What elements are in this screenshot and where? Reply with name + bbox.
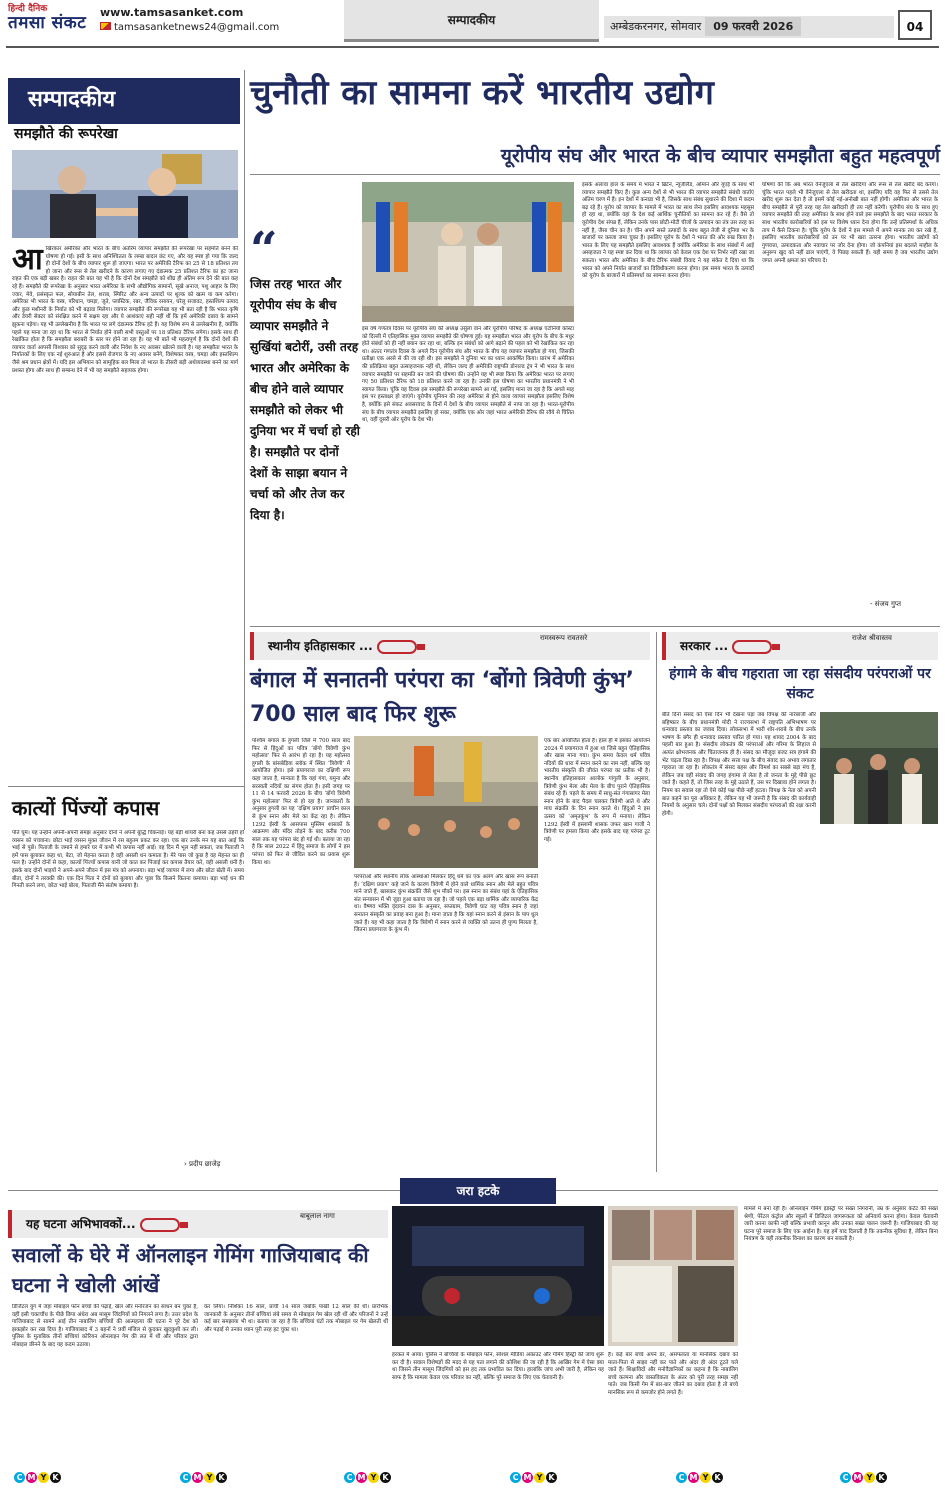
gaming-controller-image bbox=[392, 1206, 604, 1346]
govt-headline: हंगामे के बीच गहराता जा रहा संसदीय परंपराओं पर संकट bbox=[669, 666, 931, 702]
weekly-author: › प्रदीप छाजेड़ bbox=[184, 1160, 221, 1168]
cmyk-marks-4: C M Y K bbox=[510, 1472, 558, 1483]
govt-author: राजेश श्रीवास्तव bbox=[852, 634, 892, 642]
govt-label-text: सरकार ... bbox=[680, 639, 729, 653]
editorial-text: खिरकार अमेरिका और भारत के बीच अंतरिम व्यापार समझौते की रूपरेखा पर सहमति बनने की घोषणा हो गई। इसी के साथ अनिश्चितता के लम्बा बादल छंट गए, और यह स्पष्ट हो गया कि जल्द ही दोनों देशों के बीच व्यापार शुरू हो जाएगा। भारत पर अमेरिकी टैरिफ का 25 से 18 प्रतिशत तय हो जाना और रूस से तेल खरीदने के कारण लगाए गए दंडात्मक 25 प्रतिशत टैरिफ का हट जाना राहत की एक बड़ी खबर है। राहत की बात यह भी है कि दोनों देश समझौते को शीघ्र ही अंतिम रूप देने की बात कह रहे हैं। समझौते की रूपरेखा के अनुसार भारत अमेरिका के सभी औद्योगिक सामानों, सूखे अनाज, पशु आहार के लिए ज्वार, मेवे, प्रसंस्कृत फल, सोयाबीन तेल, शराब, स्पिरिट और अन्य उत्पादों पर शुल्क को खत्म या कम करेगा। अमेरिका भी भारत के वस्त्र, परिधान, चमड़ा, जूते, प्लास्टिक, रबर, जैविक रसायन, घरेलू सजावट, हस्तशिल्प उत्पाद और कुछ मशीनरी के निर्यात को भी बढ़ावा मिलेगा। व्यापार समझौते की रूपरेखा यह भी बता रही है कि भारत कृषि और डेयरी सेक्टर को संरक्षित करने में सक्षम रहा और ये आशंकाएं सही नहीं थीं कि हमें अमेरिकी दबाव के सामने झुकना पड़ेगा। यह भी उल्लेखनीय है कि भारत पर लगे दंडात्मक टैरिफ हटे हैं। यह विशेष रूप से उल्लेखनीय है, क्योंकि पहले यह माना जा रहा था कि भारत से निर्यात होने वाली सभी वस्तुओं पर 18 प्रतिशत टैरिफ लगेगा। इसके साथ ही रेखांकित होता है कि समझौता बराबरी के स्तर पर होने जा रहा है। यह भी बातें भी महत्वपूर्ण है कि दोनों देशों की व्यापार वार्ता आपसी विश्वास को सुदृढ़ करने वाली और निवेश के नए अवसर खोलने वाली है। यह समझौता भारत के निर्यातकों के लिए एक नई शुरुआत है और इससे रोजगार के नए अवसर बनेंगे, विशेषकर वस्त्र, चमड़ा और हस्तशिल्प जैसे श्रम प्रधान क्षेत्रों में। यदि इस अभियान को सामूहिक बल मिला तो भारत के तीसरी बड़ी अर्थव्यवस्था बनने का मार्ग प्रशस्त होगा और साथ ही सम्बन्ध देने में भी यह समझौते सहायक होगा। bbox=[12, 246, 238, 374]
victims-collage-image bbox=[608, 1206, 738, 1346]
email-text: tamsasanketnews24@gmail.com bbox=[114, 22, 280, 33]
right-column-rule bbox=[656, 632, 657, 1172]
dateline-place: अम्बेडकरनगर, सोमवार bbox=[610, 20, 702, 33]
pen-nib-icon bbox=[140, 1218, 180, 1232]
cmyk-marks-1: C M Y K bbox=[14, 1472, 62, 1483]
gaming-col5: मामले में बना रही है। ऑनलाइन गेमिंग इंडस्ट्री पर सख्त निगरानी, उम्र के अनुसार कंटेंट की सख्त श्रेणी, पेरेंटल कंट्रोल और स्कूलों में डिजिटल जागरूकता को अनिवार्य करना होगा। केवल चेतावनी जारी करना काफी नहीं बल्कि प्रभावी कानून और उनका सख्त पालन जरूरी है। गाजियाबाद की यह घटना पूरे समाज के लिए एक आईना है। यह हमें याद दिलाती है कि तकनीक सुविधा है, लेकिन बिना नियंत्रण के यही तकनीक विनाश का कारण बन सकती है। bbox=[744, 1206, 938, 1243]
cmyk-marks-2: C M Y K bbox=[180, 1472, 228, 1483]
main-article-col2: इसके अलावा हाल के समय में भारत ने ब्रिटेन, न्यूजीलैंड, ओमान और यूएई के साथ भी व्यापार समझौते किए हैं। कुछ अन्य देशों से भी भारत की व्यापार समझौते संबंधी वार्ताएं अंतिम चरण में हैं। इन देशों में कनाडा भी है, जिसके साथ संबंध सुधारने की दिशा में कदम बढ़ रहे हैं। यूरोप को व्यापार के मामले में भारत का साथ लेना इसलिए आवश्यक महसूस हो रहा था, क्योंकि वहां के देश कई आर्थिक चुनौतियों का सामना कर रहे हैं। वैसे तो यूरोपीय देश संपन्न हैं, लेकिन उनके पास छोटी-मोटी चीजों के उत्पादन का तंत्र उस तरह का नहीं है, जैसा चीन का है। चीन अपने सस्ते उत्पादों के साथ बहुत तेजी से दुनिया भर के बाजारों पर कब्जा जमा चुका है। इसलिए यूरोप के देशों ने भारत की ओर रुख किया है। भारत के लिए यह समझौते इसलिए आवश्यक हैं क्योंकि अमेरिका के साथ संबंधों में आई असहजता ने यह स्पष्ट कर दिया था कि व्यापार को केवल एक देश पर निर्भर नहीं रखा जा सकता। भारत और अमेरिका के बीच टैरिफ संबंधी विवाद ने यह संकेत दे दिया था कि भारत को अपने निर्यात बाजारों का विविधीकरण करना होगा। इस समय भारत के उत्पादों को यूरोप के बाजारों में प्रतिस्पर्धा का सामना करना होगा। bbox=[582, 182, 754, 280]
pen-nib-icon bbox=[732, 640, 772, 654]
dateline bbox=[604, 16, 894, 38]
kumbh-crowd-image bbox=[354, 736, 538, 868]
dateline-date: 09 फरवरी 2026 bbox=[705, 17, 801, 36]
editorial-subtitle: समझौते की रूपरेखा bbox=[14, 126, 118, 142]
gaming-col2: कर लिया। निशिका 16 साल, प्राची 14 साल जबकि पाखी 12 साल की थी। प्रारंभिक जानकारी के अनुसार तीनों बच्चियां लंबे समय से मोबाइल गेम खेल रही थीं और परिजनों ने उन्हें कई बार समझाया भी था। बताया जा रहा है कि बच्चियां घंटों तक मोबाइल पर गेम खेलती थीं और पढ़ाई से उनका ध्यान पूरी तरह हट चुका था। bbox=[204, 1304, 388, 1333]
local-history-col2: परंपराओं और स्थानीय लोक आस्थाओं मिलकर हिंदू धर्म का एक अलग और खास रूप बनाती हैं। ‘दक्षिण प्रयाग’ कहे जाने के कारण त्रिवेणी में होने वाले धार्मिक स्नान और मेले बहुत पवित्र माने जाते हैं, खासकर कुंभ संक्रांति जैसे शुभ मौकों पर। इस स्नान का संबंध यहां के ऐतिहासिक संत सन्यासन में भी जुड़ा हुआ बताया जा रहा है। जो पहले एक बड़ा धार्मिक और व्यापारिक केंद्र था। वैष्णव भक्ति वृंदावन दास के अनुसार, सप्तग्राम, त्रिवेणी घाट यह पवित्र स्नान है जहां सनातन संस्कृति का प्रवाह बना हुआ है। माना जाता है कि यहां स्नान करने से इंसान के पाप धुल जाते हैं। यह भी कहा जाता है कि त्रिवेणी में स्नान करने से व्यक्ति को उतना ही पुण्य मिलता है, जितना प्रयागराज के कुंभ में। bbox=[354, 874, 538, 934]
cmyk-marks-5: C M Y K bbox=[676, 1472, 724, 1483]
parliament-protest-image bbox=[820, 712, 938, 824]
local-history-label-text: स्थानीय इतिहासकार ... bbox=[268, 639, 373, 653]
pull-quote-block bbox=[250, 222, 360, 526]
main-article-bottom-rule bbox=[250, 626, 940, 627]
kumbh-photo bbox=[354, 736, 538, 868]
gaming-col4: है। कई बार बच्चे अपने डर, असफलता या मानसिक दबाव को माता-पिता से साझा नहीं कर पाते और अंदर ही अंदर टूटते चले जाते हैं। शिक्षाविदों और मनोवैज्ञानिकों का कहना है कि नाबालिग बच्चे कल्पना और वास्तविकता के अंतर को पूरी तरह समझ नहीं पाते। जब किसी गेम में बार-बार जीतने का दबाव होता है तो बच्चे मानसिक रूप से कमजोर होने लगते हैं। bbox=[608, 1352, 738, 1396]
local-history-col3: एक बार आयोजित होता है। हाल ही में इसका आयोजन 2024 में प्रयागराज में हुआ था जिसे बहुत ऐतिहासिक और खास माना गया। कुंभ समय केवल धर्म पवित्र नदियों की धारा में स्नान करने का नाम नहीं, बल्कि यह भारतीय संस्कृति की जीवंत परंपरा का प्रतीक भी है। स्थानीय इतिहासकार आलोक गांगुली के अनुसार, त्रिवेणी कुंभ मेला और मेला के बीच पुराने ऐतिहासिक संबंध रहे हैं। पहले के समय में साधु-संत गंगासागर मेला स्नान होने के बाद पैदल चलकर त्रिवेणी आते थे और माघ संक्रांति के दिन स्नान करते थे। हिंदुओं ने इस उत्सव को ‘अमृतकुंभ’ के रूप में मनाया। लेकिन 1292 ईस्वी में इस्लामी शासक जफर खान गाजी ने त्रिवेणी पर हमला किया और इसके बाद यह परंपरा टूट गई। bbox=[544, 738, 650, 843]
paper-type: हिन्दी दैनिक bbox=[8, 4, 48, 14]
paper-name: तमसा संकट bbox=[8, 13, 87, 33]
weekly-top-rule bbox=[8, 786, 244, 787]
page-number: 04 bbox=[898, 10, 932, 40]
editorial-label: सम्पादकीय bbox=[8, 78, 240, 124]
victims-photo bbox=[608, 1206, 738, 1346]
local-history-col1: पश्चिम बंगाल के हुगली जिले में 700 साल बाद फिर से हिंदुओं का पवित्र ‘बोंगो त्रिवेणी कुंभ महोत्सव’ फिर से आरंभ हो रहा है। यह महोत्सव हुगली के बांसबेड़िया ब्लॉक में स्थित ‘त्रिवेणी’ में आयोजित होगा। इसे प्रयागराज का दक्षिणी रूप कहा जाता है, मान्यता है कि यहां गंगा, यमुना और सरस्वती नदियों का संगम होता है। इसी जगह पर 11 से 14 फरवरी 2026 के बीच ‘बोंगो त्रिवेणी कुंभ महोत्सव’ फिर से हो रहा है। जानकारों के अनुसार हुगली का यह ‘दक्षिण प्रयाग’ प्राचीन काल से कुंभ स्नान और मेले का केंद्र रहा है। लेकिन 1292 ईस्वी के आसपास मुस्लिम शासकों के आक्रमण और मंदिर तोड़ने के बाद करीब 700 साल तक यह परंपरा बंद हो गई थी। बताया जा रहा है कि साल 2022 में हिंदू समाज के लोगों ने इस परंपरा को फिर से जीवित करने का प्रयास शुरू किया था। bbox=[252, 738, 350, 866]
gaming-headline: सवालों के घेरे में ऑनलाइन गेमिंग गाजियाबाद की घटना ने खोली आंखें bbox=[12, 1243, 369, 1297]
gaming-label-text: यह घटना अभिभावकों... bbox=[26, 1217, 136, 1231]
email-line[interactable] bbox=[100, 22, 279, 33]
weekly-body: पति घूमे। यह उन्होंने अपनी-अपनी समझ अनुसार दोनों ने अपनी बुद्धि चिकनाई। यह बड़ी शायरी बना कह उससे ठहरी हो व्यसन को पचवाना। छोटा भाई व्यसन मुक्त जीवन में रस बहुतम प्रकट कर रहा। एक बार उनके मन यह बात आई कि भाई से पूछें। पिताजी के जमाने से हमारे घर में कभी भी कपास नहीं आई। वह दिन मैं भूल नहीं सकता, जब पिताजी ने हमें पास बुलाकर कहा था, बेटा, जो मेहनत करता है वही असली धन कमाता है। मेरे पास जो कुछ है वह मेहनत का ही फल है। उन्होंने दोनों से कहा, कात्यों पिंज्यों कपास यानी जो कात कर पिंजाई कर कपास तैयार करे, वही असली धनी है। इसके बाद दोनों भाइयों ने अपने-अपने जीवन में इस मंत्र को अपनाया। बड़ा भाई व्यापार में लगा और छोटा खेती में। समय बीता, दोनों ने तरक्की की। एक दिन पिता ने दोनों को बुलाया और पूछा कि किसने कितना कमाया। बड़ा भाई धन की गिनती करने लगा, छोटा भाई बोला, पिताजी मैंने संतोष कमाया है। bbox=[12, 830, 244, 890]
website-link[interactable]: www.tamsasanket.com bbox=[100, 6, 244, 19]
eu-india-leaders-image bbox=[362, 182, 574, 322]
masthead-rule bbox=[6, 46, 939, 48]
editorial-dropcap: आ bbox=[12, 246, 43, 277]
main-subheadline: यूरोपीय संघ और भारत के बीच व्यापार समझौता बहुत महत्वपूर्ण bbox=[500, 145, 940, 167]
quote-mark: “ bbox=[250, 222, 278, 278]
govt-label bbox=[662, 632, 938, 660]
local-history-headline: बंगाल में सनातनी परंपरा का ‘बोंगो त्रिवेणी कुंभ’ 700 साल बाद फिर शुरू bbox=[250, 668, 634, 727]
govt-body: बीते दिनों संसद को ऐसा दिन भी देखना पड़ा जब विपक्ष की नारेबाजी और बहिष्कार के बीच प्रधानमंत्री मोदी ने राज्यसभा में राष्ट्रपति अभिभाषण पर धन्यवाद प्रस्ताव का जवाब दिया। लोकसभा में भारी शोर-शराबे के बीच उनके भाषण के बगैर ही धन्यवाद प्रस्ताव पारित हो गया। यह शायद 2004 के बाद पहली बार हुआ है। संसदीय लोकतंत्र की परंपराओं और गरिमा के लिहाज से अत्यंत क्षोभजनक और चिंताजनक ही है। संसद का मौजूदा बजट सत्र हंगामे की भेंट चढ़ता दिख रहा है। विपक्ष और सत्ता पक्ष के बीच संवाद का अभाव लगातार गहराता जा रहा है। लोकतंत्र में संसद बहस और विमर्श का सबसे बड़ा मंच है, लेकिन जब वहीं संवाद की जगह हंगामा ले लेता है तो जनता के मुद्दे पीछे छूट जाते हैं। कहते हैं, तो जिस तरह के मुद्दे उठाते हैं, उस पर दिखावा होने लगता है। नियम का सवाल रहा तो ऐसे कोई पक्ष पीछे नहीं हटता। विपक्ष के नेता को अपनी बात कहने का पूरा अधिकार है, लेकिन यह भी जरूरी है कि संसद की कार्यवाही नियमों के अनुसार चले। दोनों पक्षों को मिलकर संसदीय परंपराओं की रक्षा करनी होगी। bbox=[662, 712, 816, 817]
gaming-col3: हरकत में आया। पुलिस ने बच्चियों के मोबाइल फोन, सोशल मीडिया अकाउंट और गेमिंग हिस्ट्री की जांच शुरू कर दी है। सवाल विशेषज्ञों की मदद से यह पता लगाने की कोशिश की जा रही है कि आखिर गेम में ऐसा क्या था जिसने तीन मासूम जिंदगियों को इस हद तक प्रभावित कर दिया। हालांकि जांच अभी जारी है, लेकिन यह साफ है कि मामला केवल एक परिवार का नहीं, बल्कि पूरे समाज के लिए एक चेतावनी है। bbox=[392, 1352, 604, 1381]
cmyk-marks-3: C M Y K bbox=[344, 1472, 392, 1483]
main-article-col3: घोषणा की कि अब भारत वेनेजुएला से तेल खरीदेगा और रूस से तेल खरीद बंद करेगा। चूंकि भारत पहले भी वेनेजुएला से तेल खरीदता था, इसलिए यदि वह फिर से उससे तेल खरीद शुरू कर देता है तो इसमें कोई नई-अनोखी बात नहीं होगी। अमेरिका और भारत के बीच समझौते से पूरी तरह यह तेल खरीदारी ही तय नहीं करेगी। यूरोपीय संघ के साथ हुए व्यापार समझौते की तरह अमेरिका के साथ होने वाले इस समझौते के बाद भारत सरकार के साथ भारतीय कारोबारियों को इस पर विशेष ध्यान देना होगा कि उन्हें प्रतिस्पर्धा के अधिक ताप में कैसे टिकना है। चूंकि यूरोप के देशों ने इस मामले में अपने मानक तय कर रखे हैं, इसलिए भारतीय कारोबारियों को उन पर भी खरा उतरना होगा। भारतीय उद्योगों को गुणवत्ता, उत्पादकता और नवाचार पर जोर देना होगा। जो कंपनियां इस बदलते माहौल के अनुरूप खुद को नहीं ढाल पाएंगी, वे पिछड़ सकती हैं। यही समय है जब भारतीय उद्योग जगत अपनी क्षमता का परिचय दे। bbox=[762, 182, 938, 264]
local-history-label bbox=[250, 632, 650, 660]
gaming-author: बाबूलाल नागा bbox=[300, 1212, 335, 1220]
weekly-title: कात्यों पिंज्यों कपास bbox=[12, 796, 160, 820]
email-icon bbox=[100, 22, 111, 30]
headline-rule bbox=[250, 174, 940, 175]
pull-quote: जिस तरह भारत और यूरोपीय संघ के बीच व्यापार समझौते ने सुर्खियां बटोरीं, उसी तरह भारत और अमेरिका के बीच होने वाले व्यापार समझौते को लेकर भी दुनिया भर में चर्चा हो रही है। समझौते पर दोनों देशों के साझा बयान ने चर्चा को और तेज कर दिया है। bbox=[250, 277, 360, 522]
pen-nib-icon bbox=[377, 640, 417, 654]
editorial-photo bbox=[12, 150, 238, 238]
parliament-photo bbox=[820, 712, 938, 824]
left-column-rule bbox=[244, 70, 245, 830]
main-article-col1: इस वर्ष गणतंत्र दिवस पर यूरोपीय संघ की अध्यक्ष उर्सुला वान और यूरोपीय परिषद के अध्यक्ष एंटोनियो कोस्टा को दिल्ली में एतिहासिक मुक्त व्यापार समझौते की घोषणा हुई। यह समझौता भारत और यूरोप के बीच के मधुर होते संबंधों को ही नहीं बयान कर रहा था, बल्कि इन संबंधों को आगे बढ़ाने की पहल को भी रेखांकित कर रहा था। अंततः गणतंत्र दिवस के अगले दिन यूरोपीय संघ और भारत के बीच यह व्यापार समझौता हो गया, जिसकी प्रतीक्षा एक अरसे से की जा रही थी। इस समझौते ने दुनिया भर का ध्यान आकर्षित किया। प्रारंभ में अमेरिका की प्रतिक्रिया बहुत उत्साहजनक नहीं थी, लेकिन जल्द ही अमेरिकी राष्ट्रपति डोनाल्ड ट्रंप ने भी भारत के साथ व्यापार समझौते पर सहमति बन जाने की घोषणा की। उन्होंने यह भी स्पष्ट किया कि अमेरिका भारत पर लगाए गए 50 प्रतिशत टैरिफ को 18 प्रतिशत करने जा रहा है। उनकी इस घोषणा का भारतीय प्रधानमंत्री ने भी स्वागत किया। चूंकि यह दिवस इस समझौते की रूपरेखा सामने आ गई, इसलिए माना जा रहा है कि अगले माह इस पर हस्ताक्षर हो जाएंगे। यूरोपीय यूनियन की तरह अमेरिका से होने वाला व्यापार समझौता इसलिए विशेष है, क्योंकि इसे संकट अवसरवाद के दिनों में देशों के बीच व्यापार समझौते से नापा जा रहा है। भारत-यूरोपीय संघ के बीच व्यापार समझौते इसलिए हो सका, क्योंकि एक ओर जहां भारत अमेरिकी टैरिफ की रवैये से चिंतित था, वहीं दूसरी ओर यूरोप के देश भी। bbox=[362, 326, 574, 424]
gaming-col1: डिजिटल युग में जहां मोबाइल फोन बच्चों की पढ़ाई, खेल और मनोरंजन का साधन बन चुका है, वहीं इसी चकाचौंध के पीछे छिपा अंधेरा अब मासूम जिंदगियों को निगलने लगा है। उत्तर प्रदेश के गाजियाबाद से सामने आई तीन नाबालिग बच्चियों की आत्महत्या की घटना ने पूरे देश को झकझोर कर रख दिया है। गाजियाबाद में 3 बहनों ने 9वीं मंजिल से कूदकर खुदकुशी कर ली। पुलिस के मुताबिक तीनों बच्चियां कोरियन ऑनलाइन गेम की लत में थीं और परिवार द्वारा मोबाइल छीनने के बाद यह कदम उठाया। bbox=[12, 1304, 198, 1348]
zara-hatke-label: जरा हटके bbox=[400, 1178, 556, 1204]
leaders-handshake-image bbox=[12, 150, 238, 238]
gaming-photo bbox=[392, 1206, 604, 1346]
main-photo bbox=[362, 182, 574, 322]
local-history-author: रामस्वरूप रावतसरे bbox=[540, 634, 588, 642]
main-headline: चुनौती का सामना करें भारतीय उद्योग bbox=[250, 73, 715, 113]
editorial-body bbox=[12, 246, 238, 776]
section-tab: सम्पादकीय bbox=[344, 0, 599, 42]
main-article-author: - संजय गुप्त bbox=[870, 600, 902, 608]
cmyk-marks-6: C M Y K bbox=[840, 1472, 888, 1483]
